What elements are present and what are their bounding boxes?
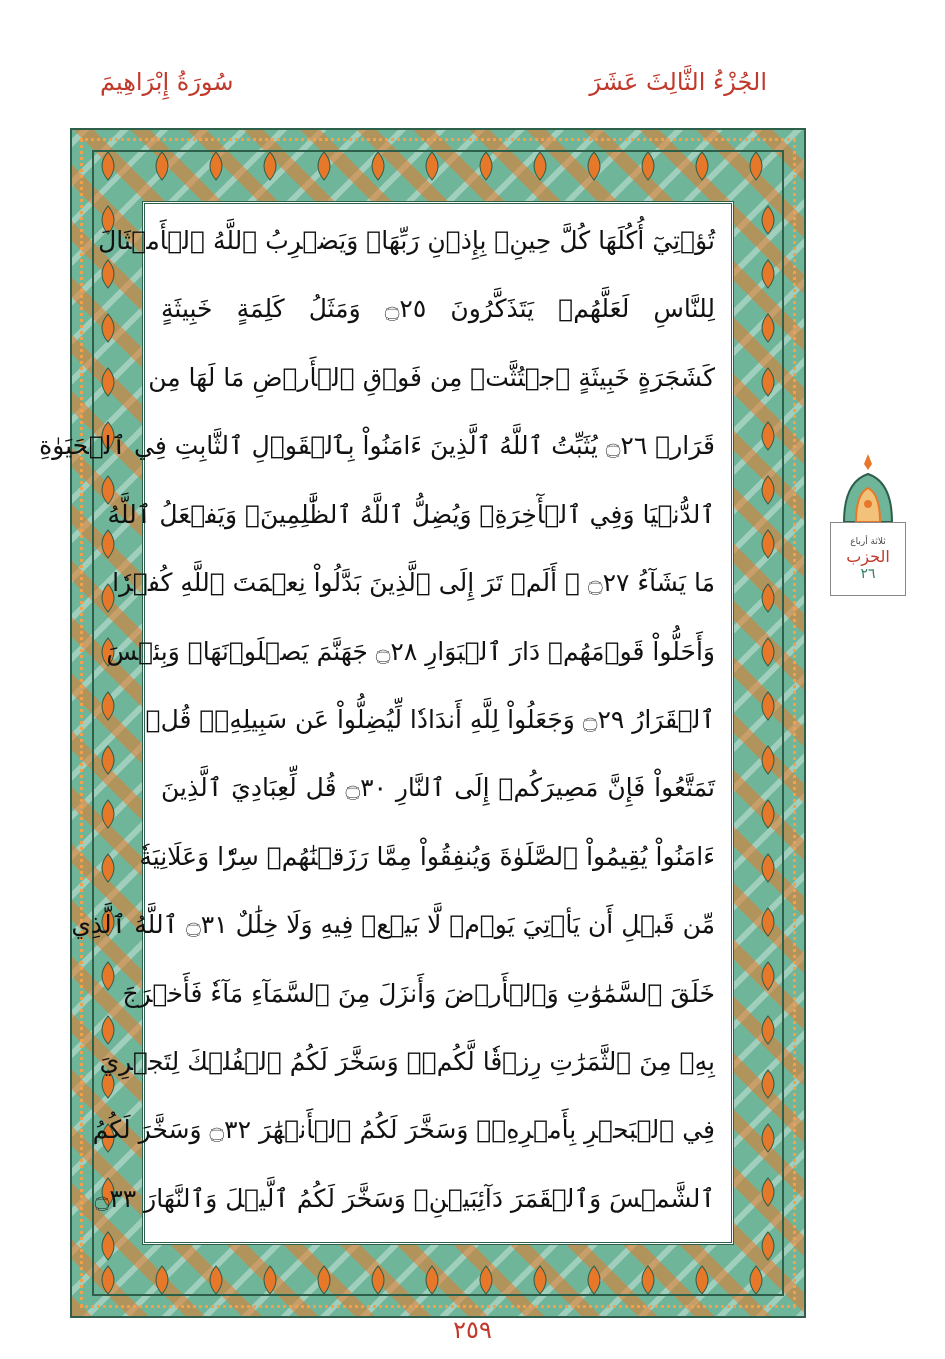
border-lobe-ornament	[762, 530, 774, 558]
verse-lines	[39, 218, 715, 1228]
border-lobe-ornament	[534, 1266, 546, 1294]
border-lobe-ornament	[762, 206, 774, 234]
border-lobe-ornament	[762, 1178, 774, 1206]
border-lobe-ornament	[588, 1266, 600, 1294]
border-lobe-ornament	[426, 152, 438, 180]
page-number: ٢٥٩	[453, 1316, 492, 1344]
surah-title: سُورَةُ إِبْرَاهِيمَ	[100, 68, 234, 96]
border-lobe-ornament	[102, 1232, 114, 1260]
border-lobe-ornament	[156, 1266, 168, 1294]
border-lobe-ornament	[264, 1266, 276, 1294]
border-lobe-ornament	[210, 1266, 222, 1294]
hizb-label-box	[830, 522, 906, 596]
border-lobe-ornament	[102, 152, 114, 180]
border-lobe-ornament	[588, 152, 600, 180]
border-lobe-ornament	[534, 152, 546, 180]
verse-line: وَأَحَلُّواْ قَوۡمَهُمۡ دَارَ ٱلۡبَوَارِ ۝٢٨ جَهَنَّمَ يَصۡلَوۡنَهَاۖ وَبِئۡسَ	[106, 636, 715, 666]
border-lobe-ornament	[102, 260, 114, 288]
border-lobe-ornament	[762, 638, 774, 666]
border-lobe-ornament	[762, 962, 774, 990]
verse-line: قَرَارٖ ۝٢٦ يُثَبِّتُ ٱللَّهُ ٱلَّذِينَ ءَامَنُواْ بِٱلۡقَوۡلِ ٱلثَّابِتِ فِي ٱلۡحَيَوٰةِ	[39, 431, 715, 461]
verse-line: تَمَتَّعُواْ فَإِنَّ مَصِيرَكُمۡ إِلَى ٱلنَّارِ ۝٣٠ قُل لِّعِبَادِيَ ٱلَّذِينَ	[161, 773, 715, 803]
border-lobe-ornament	[156, 152, 168, 180]
border-lobe-ornament	[762, 368, 774, 396]
border-lobe-ornament	[762, 1232, 774, 1260]
border-lobe-ornament	[372, 1266, 384, 1294]
border-lobe-ornament	[102, 800, 114, 828]
border-lobe-ornament	[762, 1016, 774, 1044]
border-lobe-ornament	[426, 1266, 438, 1294]
border-lobe-ornament	[264, 152, 276, 180]
hizb-ornament-icon	[836, 452, 900, 524]
verse-line: ٱلۡقَرَارُ ۝٢٩ وَجَعَلُواْ لِلَّهِ أَندَادٗا لِّيُضِلُّواْ عَن سَبِيلِهِۦۗ قُلۡ	[145, 704, 715, 734]
verse-line: ٱلشَّمۡسَ وَٱلۡقَمَرَ دَآئِبَيۡنِۖ وَسَخَّرَ لَكُمُ ٱلَّيۡلَ وَٱلنَّهَارَ ۝٣٣	[94, 1183, 715, 1213]
border-lobe-ornament	[102, 368, 114, 396]
border-lobe-ornament	[102, 746, 114, 774]
verse-line: ءَامَنُواْ يُقِيمُواْ ٱلصَّلَوٰةَ وَيُنفِقُواْ مِمَّا رَزَقۡنَٰهُمۡ سِرّٗا وَعَلَانِيَةٗ	[139, 841, 715, 871]
border-lobe-ornament	[762, 314, 774, 342]
verse-line: لِلنَّاسِ لَعَلَّهُمۡ يَتَذَكَّرُونَ ۝٢٥ وَمَثَلُ كَلِمَةٍ خَبِيثَةٍ	[161, 294, 715, 324]
verse-line: تُؤۡتِيٓ أُكُلَهَا كُلَّ حِينِۭ بِإِذۡنِ رَبِّهَاۗ وَيَضۡرِبُ ٱللَّهُ ٱلۡأَمۡثَالَ	[98, 226, 715, 255]
border-lobe-ornament	[762, 854, 774, 882]
hizb-number: ٢٦	[860, 565, 876, 582]
border-lobe-ornament	[480, 152, 492, 180]
border-lobe-ornament	[318, 1266, 330, 1294]
border-lobe-ornament	[762, 908, 774, 936]
verse-line: ٱلدُّنۡيَا وَفِي ٱلۡأٓخِرَةِۖ وَيُضِلُّ ٱللَّهُ ٱلظَّٰلِمِينَۚ وَيَفۡعَلُ ٱللَّهُ	[107, 499, 715, 529]
border-lobe-ornament	[762, 1070, 774, 1098]
border-lobe-ornament	[762, 422, 774, 450]
border-lobe-ornament	[372, 152, 384, 180]
border-lobe-ornament	[102, 692, 114, 720]
border-lobe-ornament	[102, 854, 114, 882]
border-lobe-ornament	[318, 152, 330, 180]
border-lobe-ornament	[642, 1266, 654, 1294]
border-lobe-ornament	[642, 152, 654, 180]
border-lobe-ornament	[750, 1266, 762, 1294]
verse-line: بِهِۦ مِنَ ٱلثَّمَرَٰتِ رِزۡقٗا لَّكُمۡۖ وَسَخَّرَ لَكُمُ ٱلۡفُلۡكَ لِتَجۡرِيَ	[99, 1047, 715, 1077]
verse-line: كَشَجَرَةٍ خَبِيثَةٍ ٱجۡتُثَّتۡ مِن فَوۡقِ ٱلۡأَرۡضِ مَا لَهَا مِن	[148, 362, 715, 392]
verse-line: مِّن قَبۡلِ أَن يَأۡتِيَ يَوۡمٞ لَّا بَيۡعٞ فِيهِ وَلَا خِلَٰلٌ ۝٣١ ٱللَّهُ ٱلَّذِي	[71, 910, 715, 940]
border-lobe-ornament	[762, 746, 774, 774]
border-lobe-ornament	[480, 1266, 492, 1294]
border-lobe-ornament	[762, 800, 774, 828]
hizb-fraction: ثلاثة أرباع	[850, 536, 886, 547]
juz-title: الجُزْءُ الثَّالِثَ عَشَرَ	[589, 68, 767, 96]
border-lobe-ornament	[762, 476, 774, 504]
border-lobe-ornament	[696, 152, 708, 180]
hizb-marker	[830, 452, 906, 598]
quran-text-panel	[39, 201, 734, 1245]
border-lobe-ornament	[102, 314, 114, 342]
verse-line: مَا يَشَآءُ ۝٢٧ ۞ أَلَمۡ تَرَ إِلَى ٱلَّذِينَ بَدَّلُواْ نِعۡمَتَ ٱللَّهِ كُفۡرٗا	[112, 568, 715, 598]
border-lobe-ornament	[762, 260, 774, 288]
border-lobe-ornament	[762, 584, 774, 612]
border-lobe-ornament	[762, 692, 774, 720]
border-lobe-ornament	[696, 1266, 708, 1294]
border-lobe-ornament	[102, 962, 114, 990]
border-lobe-ornament	[210, 152, 222, 180]
verse-line: فِي ٱلۡبَحۡرِ بِأَمۡرِهِۦۖ وَسَخَّرَ لَكُمُ ٱلۡأَنۡهَٰرَ ۝٣٢ وَسَخَّرَ لَكُمُ	[92, 1115, 715, 1145]
border-lobe-ornament	[762, 1124, 774, 1152]
border-lobe-ornament	[750, 152, 762, 180]
verse-line: خَلَقَ ٱلسَّمَٰوَٰتِ وَٱلۡأَرۡضَ وَأَنزَلَ مِنَ ٱلسَّمَآءِ مَآءٗ فَأَخۡرَجَ	[122, 978, 715, 1008]
border-lobe-ornament	[102, 1266, 114, 1294]
hizb-word: الحزب	[846, 546, 890, 566]
